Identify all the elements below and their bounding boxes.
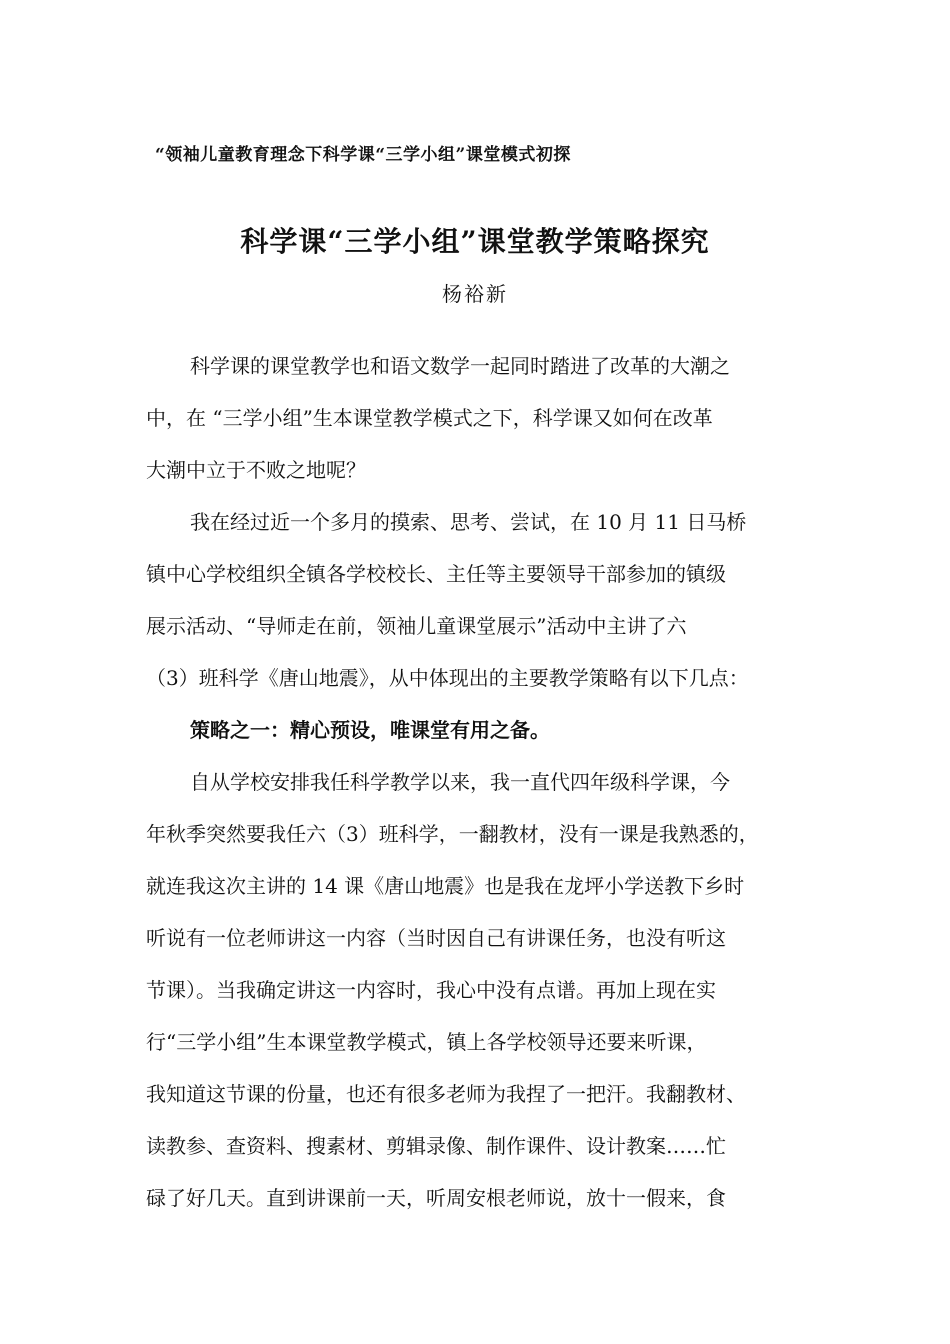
document-author: 杨裕新 [442, 282, 508, 306]
paragraph-3-line-8: 读教参、查资料、搜素材、剪辑录像、制作课件、设计教案……忙 [146, 1134, 726, 1158]
running-header: “领袖儿童教育理念下科学课“三学小组”课堂模式初探 [155, 145, 571, 165]
paragraph-2-line-2: 镇中心学校组织全镇各学校校长、主任等主要领导干部参加的镇级 [146, 562, 726, 586]
paragraph-3-line-9: 碌了好几天。直到讲课前一天，听周安根老师说，放十一假来，食 [146, 1186, 726, 1210]
paragraph-3-line-7: 我知道这节课的份量，也还有很多老师为我捏了一把汗。我翻教材、 [146, 1082, 746, 1106]
document-body [146, 340, 816, 1224]
paragraph-1-line-3: 大潮中立于不败之地呢？ [146, 458, 366, 482]
document-title: 科学课“三学小组”课堂教学策略探究 [240, 225, 710, 258]
paragraph-3-line-6: 行“三学小组”生本课堂教学模式，镇上各学校领导还要来听课， [146, 1030, 707, 1054]
paragraph-3-line-1: 自从学校安排我任科学教学以来，我一直代四年级科学课，今 [190, 770, 730, 794]
paragraph-1-line-1: 科学课的课堂教学也和语文数学一起同时踏进了改革的大潮之 [190, 354, 730, 378]
paragraph-2-line-3: 展示活动、“导师走在前，领袖儿童课堂展示”活动中主讲了六 [146, 614, 687, 638]
paragraph-3-line-3: 就连我这次主讲的 14 课《唐山地震》也是我在龙坪小学送教下乡时 [146, 874, 745, 898]
paragraph-3-line-2: 年秋季突然要我任六（3）班科学，一翻教材，没有一课是我熟悉的， [146, 822, 759, 846]
paragraph-3-line-5: 节课）。当我确定讲这一内容时，我心中没有点谱。再加上现在实 [146, 978, 716, 1002]
paragraph-2-line-4: （3）班科学《唐山地震》，从中体现出的主要教学策略有以下几点： [146, 666, 749, 690]
strategy-heading-1: 策略之一：精心预设，唯课堂有用之备。 [190, 718, 550, 742]
paragraph-1-line-2: 中，在 “三学小组”生本课堂教学模式之下，科学课又如何在改革 [146, 406, 713, 430]
paragraph-3-line-4: 听说有一位老师讲这一内容（当时因自己有讲课任务，也没有听这 [146, 926, 726, 950]
paragraph-2-line-1: 我在经过近一个多月的摸索、思考、尝试，在 10 月 11 日马桥 [190, 510, 747, 534]
